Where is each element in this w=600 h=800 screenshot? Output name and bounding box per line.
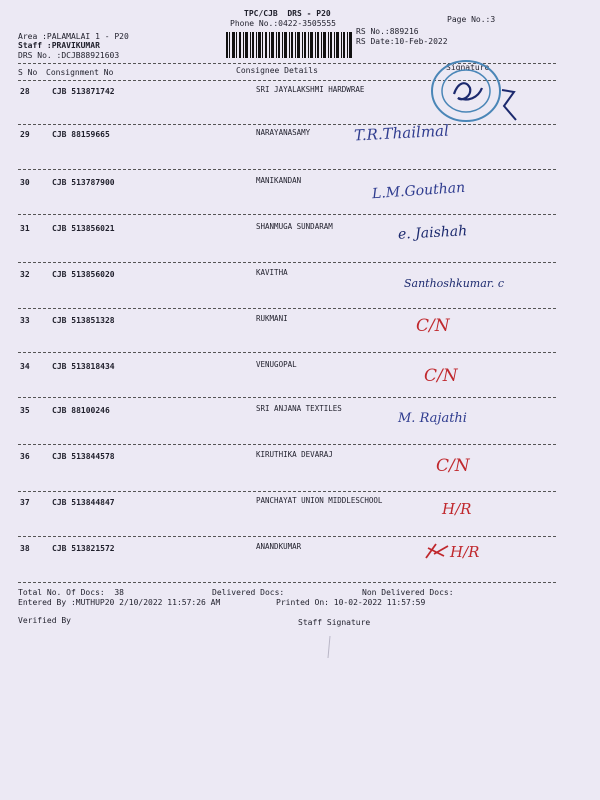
row-consignment: CJB 513821572: [52, 544, 115, 553]
row-sno: 37: [20, 498, 30, 507]
row-divider: [18, 124, 556, 125]
row-sno: 35: [20, 406, 30, 415]
row-sno: 31: [20, 224, 30, 233]
row-sno: 36: [20, 452, 30, 461]
row-consignment: CJB 513818434: [52, 362, 115, 371]
row-consignment: CJB 88100246: [52, 406, 110, 415]
delivered-docs: Delivered Docs:: [212, 588, 285, 597]
row-consignment: CJB 513787900: [52, 178, 115, 187]
pen-mark: [326, 636, 332, 658]
signature-31: e. Jaishah: [397, 223, 468, 243]
row-consignment: CJB 513856021: [52, 224, 115, 233]
signature-35: M. Rajathi: [398, 411, 467, 426]
staff-signature: Staff Signature: [298, 618, 371, 627]
col-consignment: Consignment No: [46, 68, 114, 77]
verified-by: Verified By: [18, 616, 71, 625]
row-consignee: KAVITHA: [256, 268, 288, 277]
phone-number: Phone No.:0422-3505555: [230, 19, 336, 28]
signature-34: C/N: [424, 366, 458, 386]
page-number: Page No.:3: [447, 15, 496, 24]
total-docs: Total No. Of Docs: 38: [18, 588, 124, 597]
row-sno: 29: [20, 130, 30, 139]
row-divider: [18, 308, 556, 309]
row-sno: 38: [20, 544, 30, 553]
row-sno: 34: [20, 362, 30, 371]
row-divider: [18, 352, 556, 353]
row-divider: [18, 262, 556, 263]
row-divider: [18, 444, 556, 445]
strikeout-scribble-38: [424, 540, 452, 562]
signature-36: C/N: [436, 456, 470, 476]
signature-33: C/N: [416, 316, 450, 336]
non-delivered-docs: Non Delivered Docs:: [362, 588, 454, 597]
row-consignee: ANANDKUMAR: [256, 542, 302, 551]
signature-scribble-28: [498, 86, 522, 122]
signature-32: Santhoshkumar. c: [404, 277, 504, 290]
row-sno: 30: [20, 178, 30, 187]
area-label: Area :PALAMALAI 1 - P20: [18, 32, 129, 41]
row-consignee: SRI JAYALAKSHMI HARDWRAE: [256, 85, 365, 94]
signature-30: L.M.Gouthan: [371, 179, 466, 203]
row-consignee: SHANMUGA SUNDARAM: [256, 222, 333, 231]
signature-37: H/R: [442, 500, 472, 518]
row-consignment: CJB 513851328: [52, 316, 115, 325]
post-office-stamp: [428, 58, 504, 124]
row-consignee: KIRUTHIKA DEVARAJ: [256, 450, 333, 459]
row-consignee: PANCHAYAT UNION MIDDLESCHOOL: [256, 496, 383, 505]
row-consignment: CJB 88159665: [52, 130, 110, 139]
signature-38: H/R: [450, 543, 480, 561]
col-signature: Signature: [446, 63, 490, 72]
row-consignee: SRI ANJANA TEXTILES: [256, 404, 342, 413]
rs-date: RS Date:10-Feb-2022: [356, 37, 448, 46]
row-consignment: CJB 513844847: [52, 498, 115, 507]
row-consignee: MANIKANDAN: [256, 176, 302, 185]
col-consignee: Consignee Details: [236, 66, 318, 75]
entered-by: Entered By :MUTHUP20 2/10/2022 11:57:26 AM: [18, 598, 221, 607]
col-sno: S No: [18, 68, 38, 77]
document-title: TPC/CJB DRS - P20: [244, 9, 331, 18]
row-sno: 32: [20, 270, 30, 279]
row-divider: [18, 582, 556, 583]
row-consignee: VENUGOPAL: [256, 360, 297, 369]
row-consignee: NARAYANASAMY: [256, 128, 311, 137]
row-consignee: RUKMANI: [256, 314, 288, 323]
barcode-image: [226, 32, 352, 58]
row-consignment: CJB 513844578: [52, 452, 115, 461]
row-divider: [18, 169, 556, 170]
signature-29: T.R.Thailmal: [353, 121, 450, 145]
rs-number: RS No.:889216: [356, 27, 419, 36]
row-divider: [18, 536, 556, 537]
row-sno: 28: [20, 87, 30, 96]
row-consignment: CJB 513871742: [52, 87, 115, 96]
row-divider: [18, 397, 556, 398]
row-consignment: CJB 513856020: [52, 270, 115, 279]
row-sno: 33: [20, 316, 30, 325]
staff-label: Staff :PRAVIKUMAR: [18, 41, 100, 50]
row-divider: [18, 491, 556, 492]
row-divider: [18, 214, 556, 215]
drs-number: DRS No. :DCJB88921603: [18, 51, 120, 60]
printed-on: Printed On: 10-02-2022 11:57:59: [276, 598, 426, 607]
